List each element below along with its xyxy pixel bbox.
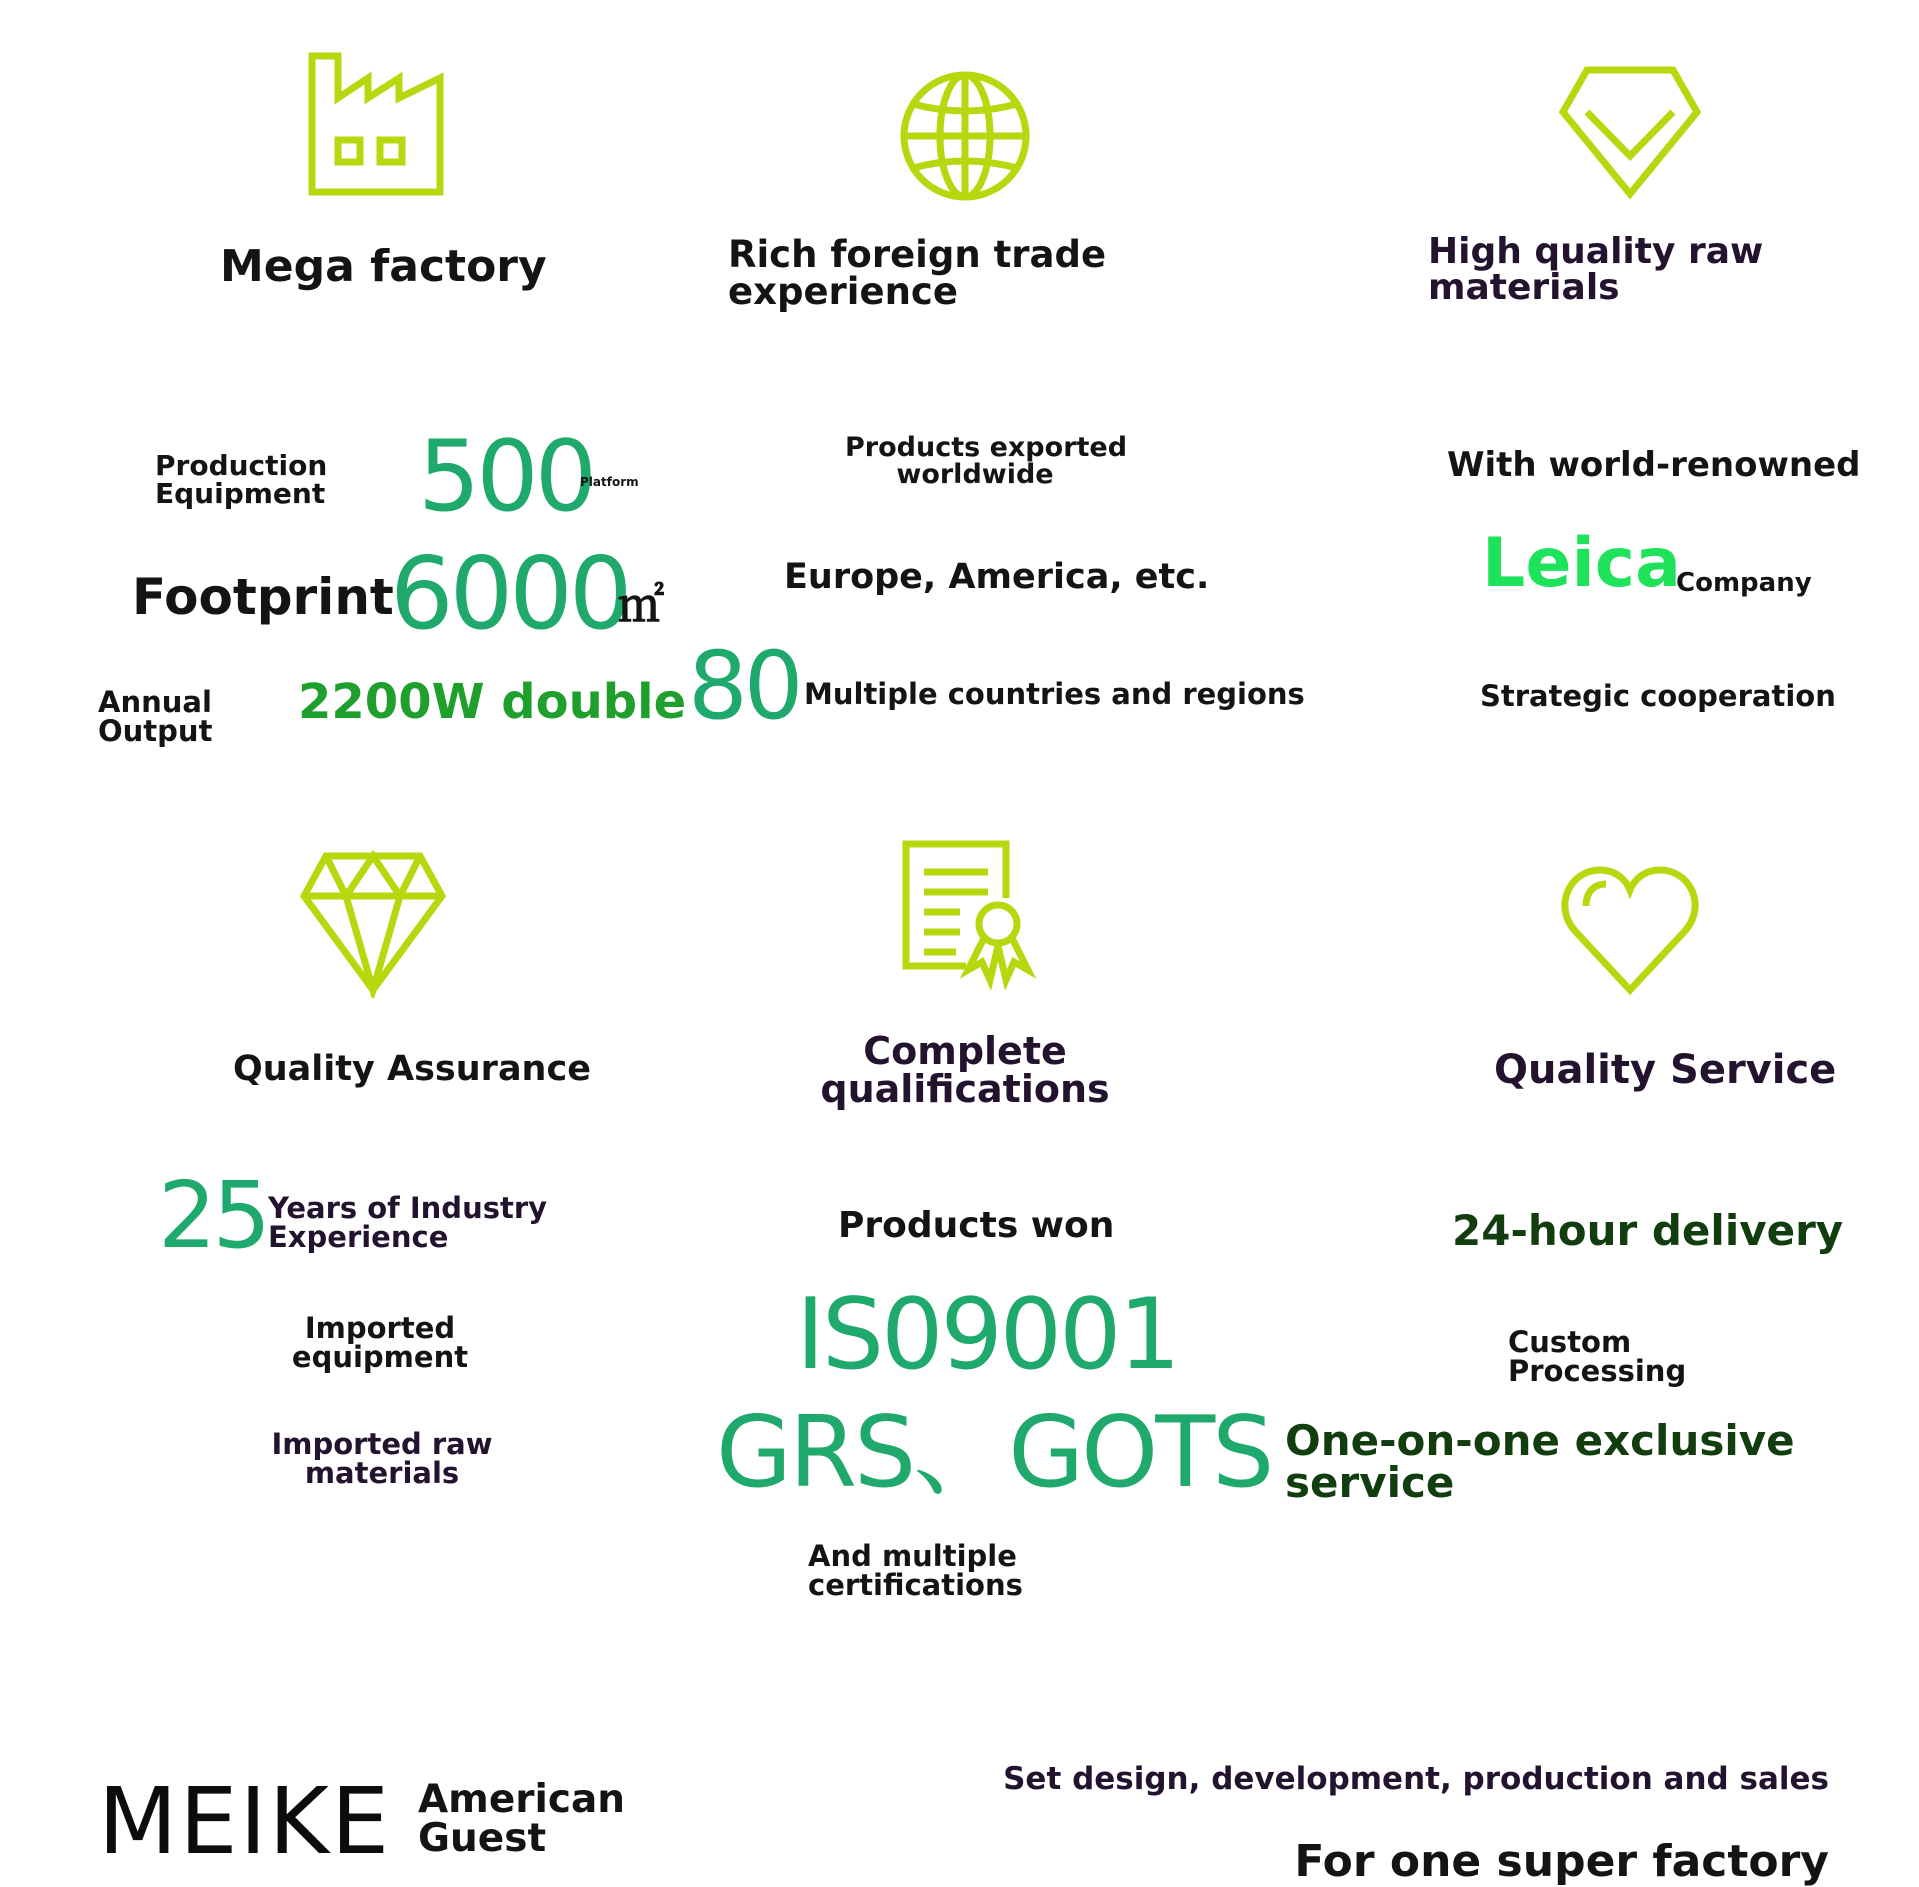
regions-text: Europe, America, etc. <box>784 557 1210 597</box>
equipment-label-line2: Equipment <box>155 477 326 510</box>
footprint-unit: ㎡ <box>618 578 664 632</box>
exported-line1: Products exported <box>845 432 1128 463</box>
exclusive-service-line2: service <box>1285 1458 1455 1507</box>
delivery-text: 24-hour delivery <box>1452 1206 1844 1255</box>
footprint-value: 6000 <box>390 535 629 652</box>
imported-materials-line1: Imported raw <box>271 1427 493 1461</box>
imported-materials <box>252 1427 512 1490</box>
quality-title: Quality Assurance <box>233 1049 591 1089</box>
equipment-label-line1: Production <box>155 449 328 482</box>
output-value: 2200W double <box>298 674 687 730</box>
heart-icon <box>1558 862 1702 998</box>
imported-equipment-line1: Imported <box>304 1311 456 1345</box>
materials-title <box>1428 231 1764 308</box>
service-title: Quality Service <box>1494 1047 1837 1093</box>
more-certifications <box>808 1539 1023 1602</box>
globe-icon <box>895 66 1035 206</box>
brand-subtitle <box>418 1777 626 1861</box>
output-label-line2: Output <box>98 714 213 748</box>
imported-equipment <box>270 1311 490 1374</box>
equipment-value: 500 <box>418 420 594 534</box>
materials-title-line2: materials <box>1428 267 1620 308</box>
exclusive-service-line1: One-on-one exclusive <box>1285 1416 1795 1465</box>
output-label-line1: Annual <box>98 685 212 719</box>
qualifications-title-line2: qualifications <box>820 1067 1110 1111</box>
custom-processing-line1: Custom <box>1508 1325 1632 1359</box>
custom-processing <box>1508 1325 1687 1388</box>
brand-logo: MEIKE <box>98 1768 392 1875</box>
imported-materials-line2: materials <box>304 1456 460 1490</box>
more-certifications-line2: certifications <box>808 1568 1023 1602</box>
years-label-line2: Experience <box>268 1220 449 1254</box>
factory-title: Mega factory <box>220 241 547 292</box>
equipment-label <box>155 449 328 510</box>
qualifications-title-line1: Complete <box>863 1029 1067 1073</box>
certificate-icon <box>896 836 1056 996</box>
renowned-text: With world-renowned <box>1447 445 1861 485</box>
imported-equipment-line2: equipment <box>291 1340 469 1374</box>
tagline-services: Set design, development, production and sales <box>1003 1761 1829 1797</box>
won-text: Products won <box>838 1205 1115 1246</box>
brand-subtitle-line1: American <box>418 1777 626 1822</box>
trade-title <box>728 233 1107 313</box>
countries-label: Multiple countries and regions <box>804 677 1305 711</box>
gem-icon <box>298 848 448 998</box>
tagline-factory: For one super factory <box>1294 1836 1829 1887</box>
partner-name: Leica <box>1482 524 1681 603</box>
trade-title-line2: experience <box>728 270 958 313</box>
years-value: 25 <box>158 1162 268 1269</box>
exported-line2: worldwide <box>896 459 1054 490</box>
countries-value: 80 <box>688 632 800 741</box>
more-certifications-line1: And multiple <box>808 1539 1017 1573</box>
exported-text <box>845 432 1128 490</box>
factory-icon <box>300 50 460 200</box>
brand-subtitle-line2: Guest <box>418 1816 547 1861</box>
equipment-unit: Platform <box>580 475 639 489</box>
cert-iso: IS09001 <box>796 1278 1178 1392</box>
cooperation-text: Strategic cooperation <box>1480 679 1836 713</box>
years-label-line1: Years of Industry <box>268 1191 548 1225</box>
diamond-check-icon <box>1555 62 1705 202</box>
trade-title-line1: Rich foreign trade <box>728 233 1107 276</box>
materials-title-line1: High quality raw <box>1428 231 1764 272</box>
output-label <box>98 685 213 748</box>
cert-grs-gots: GRS、GOTS <box>716 1396 1272 1510</box>
partner-suffix: Company <box>1676 568 1812 598</box>
qualifications-title <box>820 1029 1110 1111</box>
years-label <box>268 1191 548 1254</box>
exclusive-service <box>1285 1416 1795 1507</box>
custom-processing-line2: Processing <box>1508 1354 1687 1388</box>
footprint-label: Footprint <box>132 568 394 626</box>
